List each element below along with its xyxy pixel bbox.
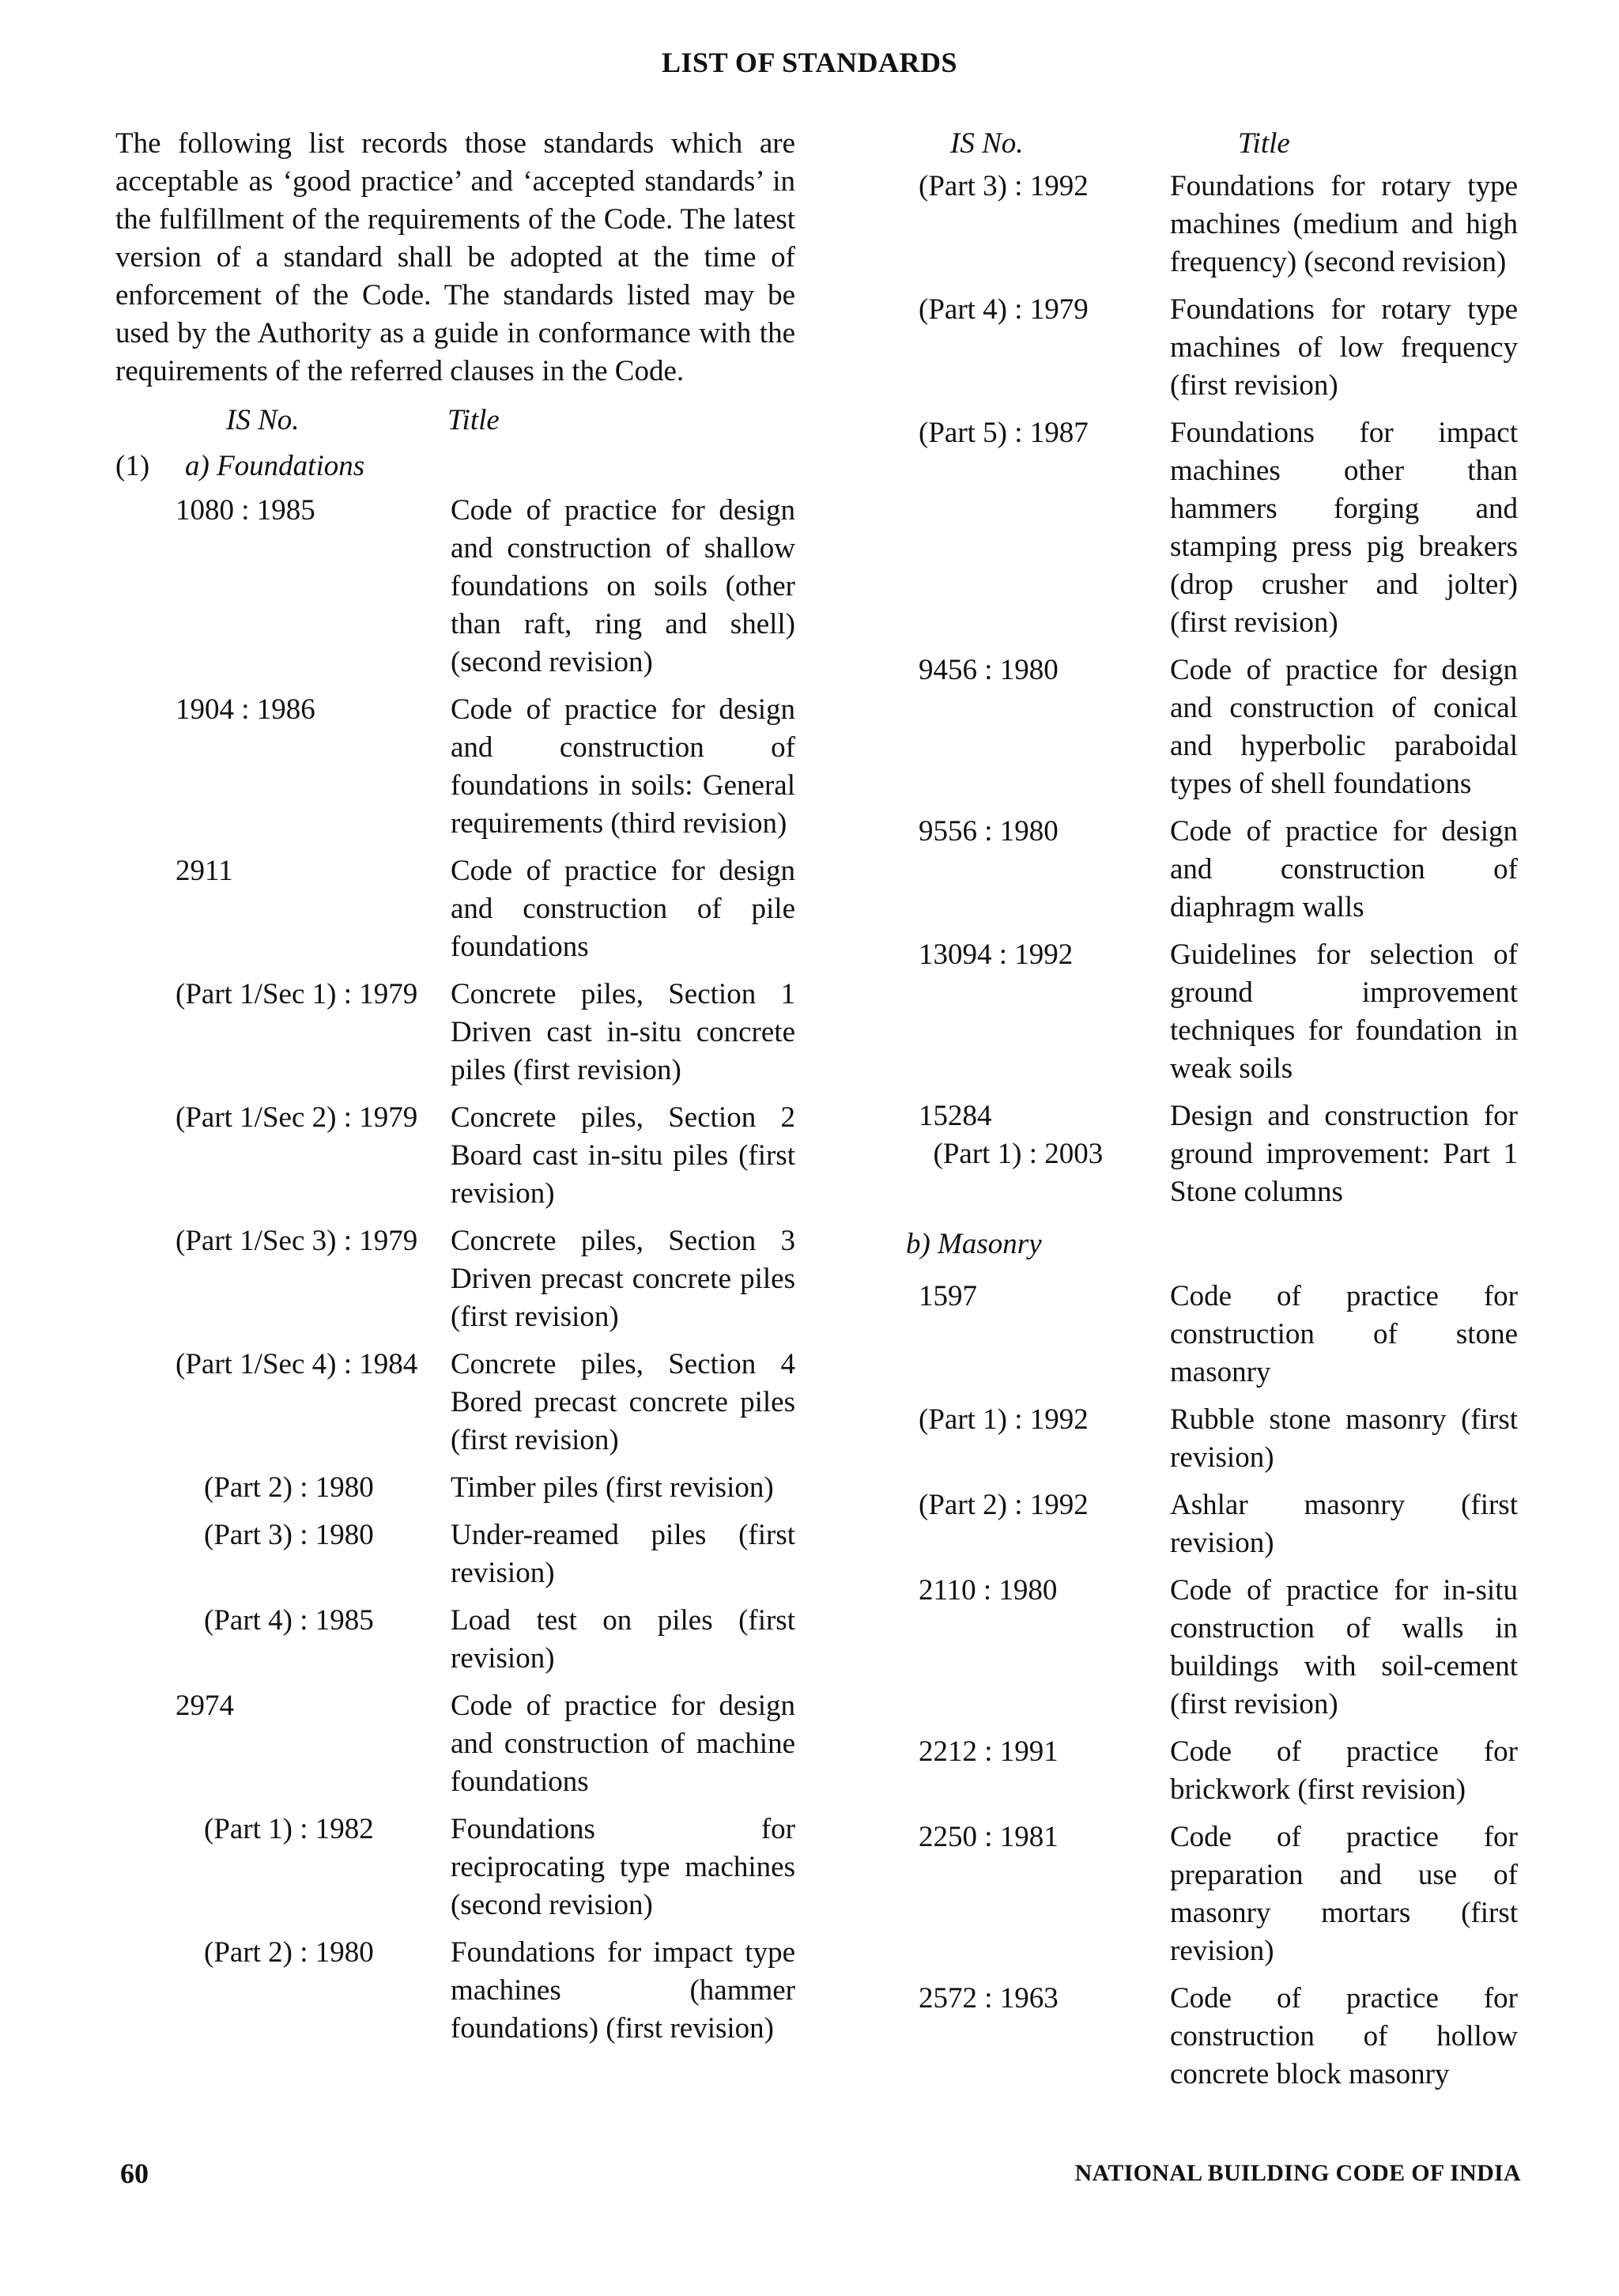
section-label: b) Masonry	[906, 1228, 1042, 1260]
intro-paragraph: The following list records those standards which are acceptable as ‘good practice’ and ‘accepted standards’ in the fulfillment of the requirements of the Code. The latest version of a standard shall be adopted at the time of enforcement of the Code. The standards listed may be used by the Authority as a guide in conformance with the requirements of the referred clauses in the Code.	[115, 127, 795, 387]
is-number: 2110 : 1980	[919, 1574, 1058, 1607]
standard-title: Foundations for reciprocating type machines (second revision)	[451, 1813, 795, 1921]
standard-row	[115, 976, 795, 1089]
standard-title: Guidelines for selection of ground improvement techniques for foundation in weak soils	[1170, 938, 1518, 1085]
is-number: 2911	[175, 855, 233, 887]
standard-title: Code of practice for design and construction of pile foundations	[451, 855, 795, 963]
standard-title: Code of practice for design and construction of shallow foundations on soils (other than raft, ring and shell) (second revision)	[451, 494, 795, 678]
left-column	[115, 125, 795, 2057]
is-number: 1597	[919, 1280, 977, 1312]
page-number: 60	[120, 2158, 149, 2189]
standard-row	[115, 1602, 795, 1678]
standard-row	[115, 1687, 795, 1801]
standard-title: Concrete piles, Section 2 Board cast in-situ piles (first revision)	[451, 1101, 795, 1210]
column-header	[115, 402, 795, 440]
standard-row	[906, 936, 1519, 1088]
standard-row	[906, 1818, 1519, 1970]
title-header: Title	[1238, 127, 1290, 160]
is-number: 2974	[175, 1690, 234, 1722]
standard-row	[115, 492, 795, 682]
standard-row	[115, 691, 795, 843]
is-number: (Part 5) : 1987	[919, 417, 1089, 449]
standard-title: Foundations for impact machines other than hammers forging and stamping press pig breakers (drop crusher and jolter) (first revision)	[1170, 417, 1518, 639]
title-header: Title	[447, 404, 500, 436]
standard-row	[115, 1099, 795, 1213]
standard-row	[906, 651, 1519, 803]
standard-row	[906, 1980, 1519, 2094]
is-number: 9556 : 1980	[919, 815, 1059, 848]
section-heading-foundations	[115, 447, 795, 485]
column-header	[906, 125, 1519, 163]
standard-title: Concrete piles, Section 4 Bored precast concrete piles (first revision)	[451, 1348, 795, 1456]
is-number: (Part 1) : 1992	[919, 1403, 1089, 1436]
standard-row	[906, 1572, 1519, 1724]
standard-title: Code of practice for in-situ construction of walls in buildings with soil-cement (first revision)	[1170, 1574, 1518, 1720]
section-label: a) Foundations	[185, 450, 365, 482]
is-number: (Part 1/Sec 4) : 1984	[175, 1348, 418, 1380]
section-heading-masonry	[906, 1225, 1519, 1263]
standard-title: Code of practice for construction of stone masonry	[1170, 1280, 1518, 1388]
standard-row	[115, 1222, 795, 1336]
standard-title: Timber piles (first revision)	[451, 1471, 774, 1504]
is-number: (Part 2) : 1980	[204, 1471, 374, 1504]
is-number: (Part 3) : 1980	[204, 1519, 374, 1551]
standard-row	[906, 1278, 1519, 1392]
standard-title: Foundations for rotary type machines of low frequency (first revision)	[1170, 293, 1518, 402]
standard-title: Code of practice for construction of hollow concrete block masonry	[1170, 1982, 1518, 2090]
standard-row	[906, 414, 1519, 642]
is-number: 2572 : 1963	[919, 1982, 1059, 2015]
standard-row	[115, 852, 795, 966]
standard-row	[115, 1469, 795, 1507]
standard-title: Concrete piles, Section 1 Driven cast in-situ concrete piles (first revision)	[451, 978, 795, 1086]
standard-title: Code of practice for design and construction of machine foundations	[451, 1690, 795, 1798]
standard-row	[115, 1516, 795, 1592]
standard-title: Design and construction for ground improvement: Part 1 Stone columns	[1170, 1100, 1518, 1208]
is-number: (Part 1/Sec 3) : 1979	[175, 1225, 418, 1257]
standard-title: Concrete piles, Section 3 Driven precast concrete piles (first revision)	[451, 1225, 795, 1333]
is-number: (Part 2) : 1980	[204, 1936, 374, 1969]
standard-row	[115, 1346, 795, 1460]
is-number: 9456 : 1980	[919, 654, 1059, 686]
standard-title: Code of practice for brickwork (first revision)	[1170, 1735, 1518, 1806]
standard-title: Rubble stone masonry (first revision)	[1170, 1403, 1518, 1474]
standard-row	[906, 813, 1519, 927]
standard-title: Ashlar masonry (first revision)	[1170, 1489, 1518, 1559]
standard-row	[115, 1934, 795, 2048]
is-no-header: IS No.	[226, 404, 300, 436]
is-number: 13094 : 1992	[919, 938, 1074, 971]
standard-row	[906, 291, 1519, 405]
right-column	[906, 125, 1519, 2103]
standard-row	[906, 1097, 1519, 1211]
is-number: (Part 2) : 1992	[919, 1489, 1089, 1521]
standard-title: Foundations for impact type machines (hammer foundations) (first revision)	[451, 1936, 795, 2045]
is-number: 2250 : 1981	[919, 1821, 1059, 1853]
standard-row	[906, 1401, 1519, 1477]
is-number: 2212 : 1991	[919, 1735, 1059, 1768]
standard-title: Load test on piles (first revision)	[451, 1604, 795, 1675]
standard-row	[906, 168, 1519, 281]
is-number: (Part 1) : 1982	[204, 1813, 374, 1845]
standard-row	[115, 1811, 795, 1924]
is-number: (Part 3) : 1992	[919, 170, 1089, 202]
standard-title: Code of practice for design and construction of diaphragm walls	[1170, 815, 1518, 923]
is-number: (Part 1/Sec 1) : 1979	[175, 978, 418, 1010]
page-title: LIST OF STANDARDS	[662, 47, 957, 78]
is-number: (Part 4) : 1979	[919, 293, 1089, 326]
is-number: (Part 1/Sec 2) : 1979	[175, 1101, 418, 1134]
is-number: 1080 : 1985	[175, 494, 315, 527]
is-number: 15284 (Part 1) : 2003	[919, 1100, 1104, 1170]
is-number: (Part 4) : 1985	[204, 1604, 374, 1637]
is-no-header: IS No.	[950, 127, 1024, 160]
standard-row	[906, 1486, 1519, 1562]
running-footer: NATIONAL BUILDING CODE OF INDIA	[1074, 2160, 1521, 2186]
standard-title: Code of practice for preparation and use of masonry mortars (first revision)	[1170, 1821, 1518, 1967]
section-number: (1)	[115, 450, 150, 482]
standard-title: Under-reamed piles (first revision)	[451, 1519, 795, 1589]
standard-title: Code of practice for design and construction of foundations in soils: General requirements (third revision)	[451, 693, 795, 840]
standard-row	[906, 1733, 1519, 1809]
is-number: 1904 : 1986	[175, 693, 315, 726]
standard-title: Code of practice for design and construction of conical and hyperbolic paraboidal types of shell foundations	[1170, 654, 1518, 800]
standard-title: Foundations for rotary type machines (medium and high frequency) (second revision)	[1170, 170, 1518, 278]
